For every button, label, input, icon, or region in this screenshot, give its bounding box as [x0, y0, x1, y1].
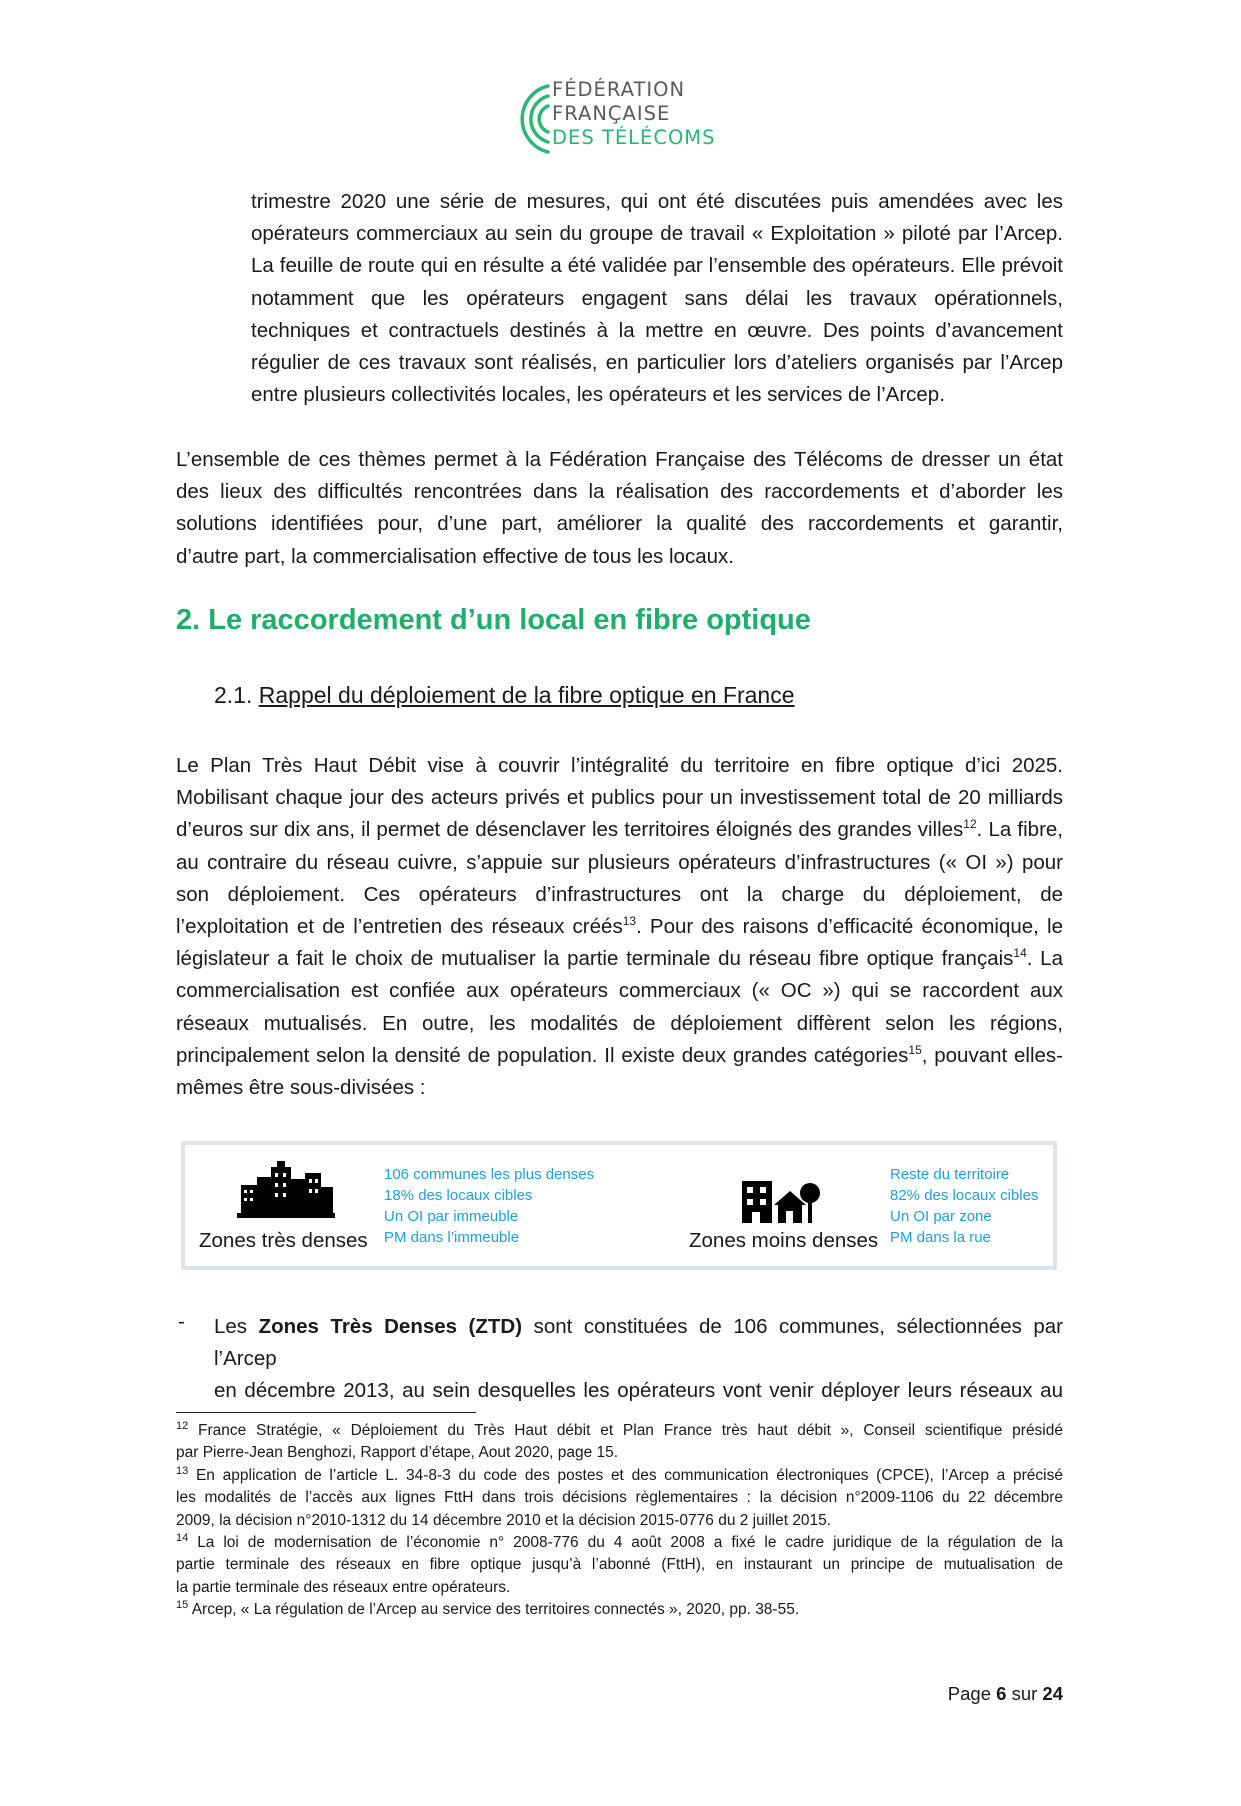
logo-line-2: FRANÇAISE: [552, 102, 671, 125]
text-line: réseaux mutualisés. En outre, les modalités de déploiement diffèrent selon les régions,: [176, 1011, 1063, 1035]
zone-info-line: Reste du territoire: [890, 1166, 1010, 1183]
bullet-item-ztd: [214, 1311, 1063, 1408]
zone-dense-info: [384, 1164, 594, 1248]
footnote-line: 2009, la décision n°2010-1312 du 14 décembre 2010 et la décision 2015-0776 du 2 juillet 2015.: [176, 1511, 832, 1529]
footnote-number: 15: [176, 1598, 189, 1611]
text-fragment: . Pour des raisons d’efficacité économique, le: [636, 915, 1063, 939]
text-line: au contraire du réseau cuivre, s’appuie sur plusieurs opérateurs d’infrastructures (« OI ») pour: [176, 850, 1063, 874]
bullet-dash: -: [178, 1310, 185, 1333]
footnote-number: 14: [176, 1531, 189, 1544]
text-fragment: l’exploitation et de l’entretien des réseaux créés: [176, 915, 623, 939]
text-line: trimestre 2020 une série de mesures, qui ont été discutées puis amendées avec les: [251, 190, 1063, 213]
text-line: techniques et contractuels destinés à la mettre en œuvre. Des points d’avancement: [251, 318, 1063, 342]
footnote-line: les modalités de l’accès aux lignes FttH dans trois décisions règlementaires : la décision n°2009-1106 du 22 décembre: [176, 1489, 1063, 1507]
text-line: [176, 1040, 1063, 1072]
text-line: La feuille de route qui en résulte a été validée par l’ensemble des opérateurs. Elle prévoit: [251, 254, 1063, 278]
text-fragment: législateur a fait le choix de mutualiser la partie terminale du réseau fibre optique français: [176, 947, 1014, 971]
zones-infographic: [181, 1141, 1057, 1270]
page-word: Page: [947, 1683, 991, 1704]
text-fragment: , pouvant elles-: [921, 1043, 1063, 1067]
footnote-15: [176, 1599, 1063, 1621]
footnote-line: [176, 1420, 1063, 1442]
footnote-line: partie terminale des réseaux en fibre optique jusqu’à l’abonné (FttH), en instaurant un principe de mutualisation de: [176, 1556, 1063, 1574]
text-line: son déploiement. Ces opérateurs d’infrastructures ont la charge du déploiement, de: [176, 882, 1063, 906]
text-line: entre plusieurs collectivités locales, les opérateurs et les services de l’Arcep.: [251, 383, 945, 407]
bold-term: Zones Très Denses (ZTD): [258, 1315, 523, 1338]
section-heading: 2. Le raccordement d’un local en fibre optique: [176, 604, 811, 636]
footnote-14: [176, 1532, 1063, 1599]
zone-info-line: 18% des locaux cibles: [384, 1187, 533, 1204]
subsection-heading: [214, 682, 795, 709]
footnote-text: France Stratégie, « Déploiement du Très Haut débit et Plan France très haut débit », Conseil scientifique présidé: [198, 1422, 1063, 1439]
page-number: [948, 1683, 1063, 1705]
footnote-line: [176, 1532, 1063, 1554]
footnote-number: 13: [176, 1464, 189, 1477]
zone-dense-label: Zones très denses: [199, 1229, 368, 1252]
house-tree-icon: [740, 1179, 822, 1223]
text-line: opérateurs commerciaux au sein du groupe de travail « Exploitation » piloté par l’Arcep.: [251, 222, 1063, 246]
text-line: solutions identifiées pour, d’une part, améliorer la qualité des raccordements et garantir,: [176, 512, 1063, 536]
text-line: Le Plan Très Haut Débit vise à couvrir l’intégralité du territoire en fibre optique d’ici 2025.: [176, 754, 1063, 777]
logo-text: [552, 78, 716, 150]
text-line: [176, 911, 1063, 943]
text-line: commercialisation est confiée aux opérateurs commerciaux (« OC ») qui se raccordent aux: [176, 979, 1063, 1003]
intro-paragraph: [251, 186, 1063, 411]
zone-info-line: PM dans l’immeuble: [384, 1229, 520, 1246]
text-fragment: . La fibre,: [976, 818, 1063, 842]
footnote-13: [176, 1465, 1063, 1532]
text-line: des lieux des difficultés rencontrées dans la réalisation des raccordements et d’aborder les: [176, 480, 1063, 504]
ftf-logo: [508, 78, 738, 160]
themes-paragraph: [176, 444, 1063, 573]
text-fragment: d’euros sur dix ans, il permet de désenclaver les territoires éloignés des grandes villes: [176, 818, 964, 842]
footnote-line: [176, 1599, 1063, 1621]
of-word: sur: [1011, 1683, 1038, 1704]
footnote-ref: 13: [622, 914, 637, 929]
text-fragment: Les: [214, 1315, 259, 1338]
zone-info-line: Un OI par immeuble: [384, 1208, 519, 1225]
zone-info-line: 106 communes les plus denses: [384, 1166, 595, 1183]
text-line: en décembre 2013, au sein desquelles les opérateurs vont venir déployer leurs réseaux au: [214, 1379, 1063, 1403]
footnote-line: par Pierre-Jean Benghozi, Rapport d’étape, Aout 2020, page 15.: [176, 1444, 619, 1462]
subsection-title: Rappel du déploiement de la fibre optique en France: [258, 682, 795, 708]
footnote-12: [176, 1420, 1063, 1465]
zone-info-line: 82% des locaux cibles: [890, 1187, 1039, 1204]
text-line: d’autre part, la commercialisation effective de tous les locaux.: [176, 544, 734, 568]
text-line: [214, 1311, 1063, 1375]
zone-less-label: Zones moins denses: [689, 1229, 879, 1252]
text-line: L’ensemble de ces thèmes permet à la Fédération Française des Télécoms de dresser un état: [176, 448, 1063, 471]
footnote-text: La loi de modernisation de l’économie n° 2008-776 du 4 août 2008 a fixé le cadre juridique de la régulation de la: [197, 1534, 1064, 1551]
text-fragment: sont constituées de 106 communes, sélectionnées par l’Arcep: [214, 1315, 1063, 1371]
logo-line-1: FÉDÉRATION: [552, 78, 686, 101]
total-pages: 24: [1042, 1683, 1063, 1704]
zone-less-info: [890, 1164, 1038, 1248]
logo-arcs-icon: [508, 78, 558, 160]
footnote-ref: 14: [1013, 946, 1027, 961]
footnote-line: [176, 1465, 1063, 1487]
text-fragment: principalement selon la densité de population. Il existe deux grandes catégories: [176, 1043, 909, 1067]
footnote-text: En application de l’article L. 34-8-3 du code des postes et des communication électroniques (CPCE), l’Arcep a précisé: [195, 1467, 1063, 1484]
footnote-number: 12: [176, 1419, 189, 1432]
footnote-ref: 15: [908, 1043, 922, 1057]
text-line: mêmes être sous-divisées :: [176, 1076, 426, 1100]
text-fragment: . La: [1026, 947, 1063, 971]
footnote-separator: [176, 1412, 476, 1413]
footnote-ref: 12: [963, 817, 977, 832]
logo-line-3: DES TÉLÉCOMS: [552, 126, 716, 149]
footnote-line: la partie terminale des réseaux entre opérateurs.: [176, 1578, 511, 1596]
plan-paragraph: [176, 750, 1063, 1104]
current-page: 6: [996, 1683, 1007, 1704]
text-line: [176, 943, 1063, 975]
zone-info-line: Un OI par zone: [890, 1208, 992, 1225]
city-buildings-icon: [235, 1157, 337, 1219]
text-line: Mobilisant chaque jour des acteurs privés et publics pour un investissement total de 20 milliards: [176, 786, 1063, 810]
text-line: régulier de ces travaux sont réalisés, en particulier lors d’ateliers organisés par l’Arcep: [251, 351, 1063, 375]
subsection-number: 2.1.: [214, 682, 253, 708]
zone-info-line: PM dans la rue: [890, 1229, 991, 1246]
text-line: notamment que les opérateurs engagent sans délai les travaux opérationnels,: [251, 286, 1063, 310]
footnote-text: Arcep, « La régulation de l’Arcep au service des territoires connectés », 2020, pp. 38-55.: [191, 1601, 800, 1618]
text-line: [176, 814, 1063, 846]
